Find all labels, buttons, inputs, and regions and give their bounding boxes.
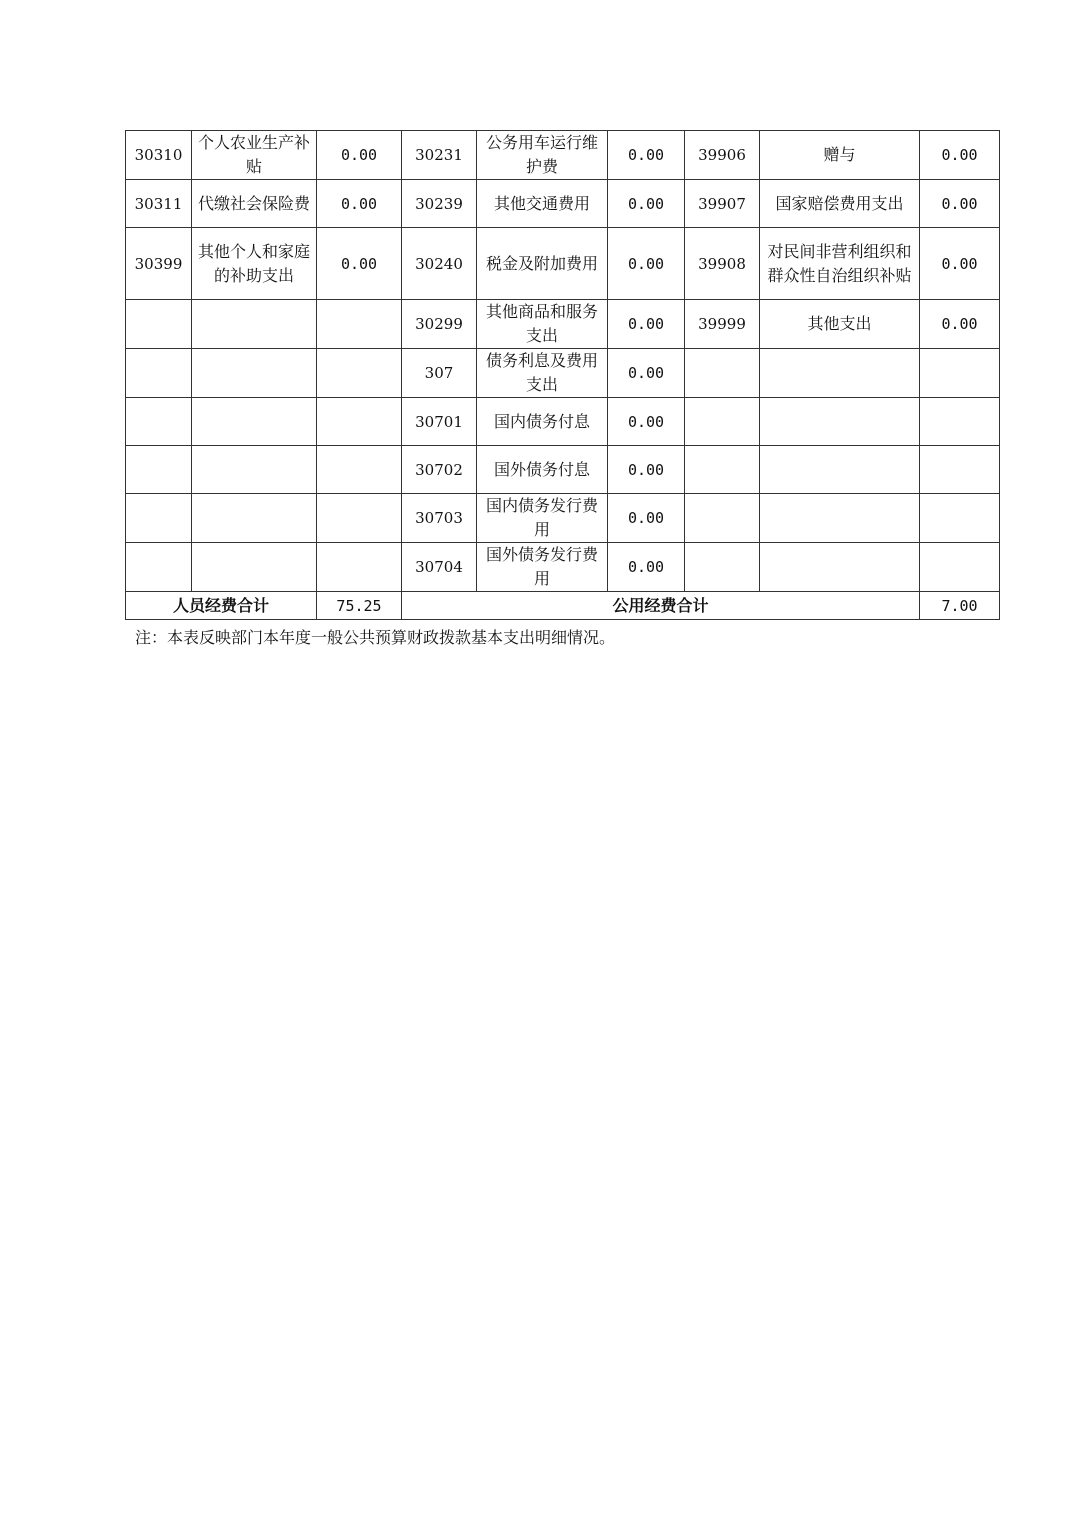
- table-row: [126, 349, 1000, 398]
- amount-cell: 0.00: [317, 228, 402, 300]
- name-cell: 债务利息及费用支出: [477, 349, 608, 398]
- code-cell: 307: [402, 349, 477, 398]
- code-cell: [126, 398, 192, 446]
- name-cell: [760, 398, 920, 446]
- name-cell: 国外债务发行费用: [477, 543, 608, 592]
- name-cell: [760, 349, 920, 398]
- table-row: [126, 446, 1000, 494]
- code-cell: [685, 398, 760, 446]
- code-cell: 30240: [402, 228, 477, 300]
- code-cell: 30239: [402, 180, 477, 228]
- personnel-total-label: 人员经费合计: [126, 592, 317, 620]
- table-body: [126, 131, 1000, 620]
- amount-cell: [317, 494, 402, 543]
- name-cell: [192, 446, 317, 494]
- name-cell: 国内债务付息: [477, 398, 608, 446]
- name-cell: 对民间非营利组织和群众性自治组织补贴: [760, 228, 920, 300]
- table-row: [126, 180, 1000, 228]
- code-cell: 30703: [402, 494, 477, 543]
- name-cell: 代缴社会保险费: [192, 180, 317, 228]
- table-row: [126, 228, 1000, 300]
- amount-cell: [920, 543, 1000, 592]
- code-cell: 39999: [685, 300, 760, 349]
- table-note: 注：本表反映部门本年度一般公共预算财政拨款基本支出明细情况。: [135, 628, 616, 647]
- code-cell: [685, 446, 760, 494]
- amount-cell: 0.00: [608, 300, 685, 349]
- amount-cell: 0.00: [920, 300, 1000, 349]
- amount-cell: 0.00: [608, 131, 685, 180]
- table-row: [126, 300, 1000, 349]
- public-total-label: 公用经费合计: [402, 592, 920, 620]
- amount-cell: 0.00: [608, 180, 685, 228]
- amount-cell: [920, 494, 1000, 543]
- code-cell: 30310: [126, 131, 192, 180]
- amount-cell: [317, 543, 402, 592]
- code-cell: [685, 543, 760, 592]
- amount-cell: [317, 446, 402, 494]
- code-cell: [126, 349, 192, 398]
- code-cell: 30231: [402, 131, 477, 180]
- name-cell: [192, 543, 317, 592]
- personnel-total-value: 75.25: [317, 592, 402, 620]
- name-cell: 国外债务付息: [477, 446, 608, 494]
- amount-cell: 0.00: [608, 228, 685, 300]
- code-cell: 39908: [685, 228, 760, 300]
- code-cell: 39906: [685, 131, 760, 180]
- code-cell: [126, 446, 192, 494]
- name-cell: [192, 398, 317, 446]
- amount-cell: [317, 300, 402, 349]
- name-cell: 其他商品和服务支出: [477, 300, 608, 349]
- name-cell: 公务用车运行维护费: [477, 131, 608, 180]
- code-cell: [126, 300, 192, 349]
- table-row: [126, 131, 1000, 180]
- amount-cell: [317, 398, 402, 446]
- amount-cell: 0.00: [608, 398, 685, 446]
- name-cell: 其他支出: [760, 300, 920, 349]
- code-cell: 30704: [402, 543, 477, 592]
- code-cell: [126, 494, 192, 543]
- amount-cell: 0.00: [608, 543, 685, 592]
- expenditure-sheet: [125, 130, 999, 650]
- code-cell: [685, 349, 760, 398]
- code-cell: 30701: [402, 398, 477, 446]
- name-cell: 其他交通费用: [477, 180, 608, 228]
- code-cell: 39907: [685, 180, 760, 228]
- amount-cell: 0.00: [920, 180, 1000, 228]
- code-cell: 30299: [402, 300, 477, 349]
- amount-cell: [920, 446, 1000, 494]
- totals-row: [126, 592, 1000, 620]
- public-total-value: 7.00: [920, 592, 1000, 620]
- name-cell: 国内债务发行费用: [477, 494, 608, 543]
- basic-expenditure-table: [125, 130, 1000, 620]
- amount-cell: 0.00: [608, 349, 685, 398]
- amount-cell: [920, 349, 1000, 398]
- name-cell: [192, 494, 317, 543]
- name-cell: 赠与: [760, 131, 920, 180]
- code-cell: 30702: [402, 446, 477, 494]
- amount-cell: 0.00: [608, 494, 685, 543]
- table-row: [126, 494, 1000, 543]
- name-cell: 国家赔偿费用支出: [760, 180, 920, 228]
- amount-cell: 0.00: [317, 131, 402, 180]
- amount-cell: [317, 349, 402, 398]
- name-cell: [192, 300, 317, 349]
- table-row: [126, 398, 1000, 446]
- amount-cell: 0.00: [608, 446, 685, 494]
- name-cell: 其他个人和家庭的补助支出: [192, 228, 317, 300]
- code-cell: [126, 543, 192, 592]
- code-cell: 30399: [126, 228, 192, 300]
- name-cell: [760, 543, 920, 592]
- name-cell: [760, 446, 920, 494]
- name-cell: [760, 494, 920, 543]
- name-cell: [192, 349, 317, 398]
- table-row: [126, 543, 1000, 592]
- name-cell: 个人农业生产补贴: [192, 131, 317, 180]
- amount-cell: 0.00: [920, 228, 1000, 300]
- amount-cell: [920, 398, 1000, 446]
- amount-cell: 0.00: [920, 131, 1000, 180]
- code-cell: [685, 494, 760, 543]
- code-cell: 30311: [126, 180, 192, 228]
- name-cell: 税金及附加费用: [477, 228, 608, 300]
- amount-cell: 0.00: [317, 180, 402, 228]
